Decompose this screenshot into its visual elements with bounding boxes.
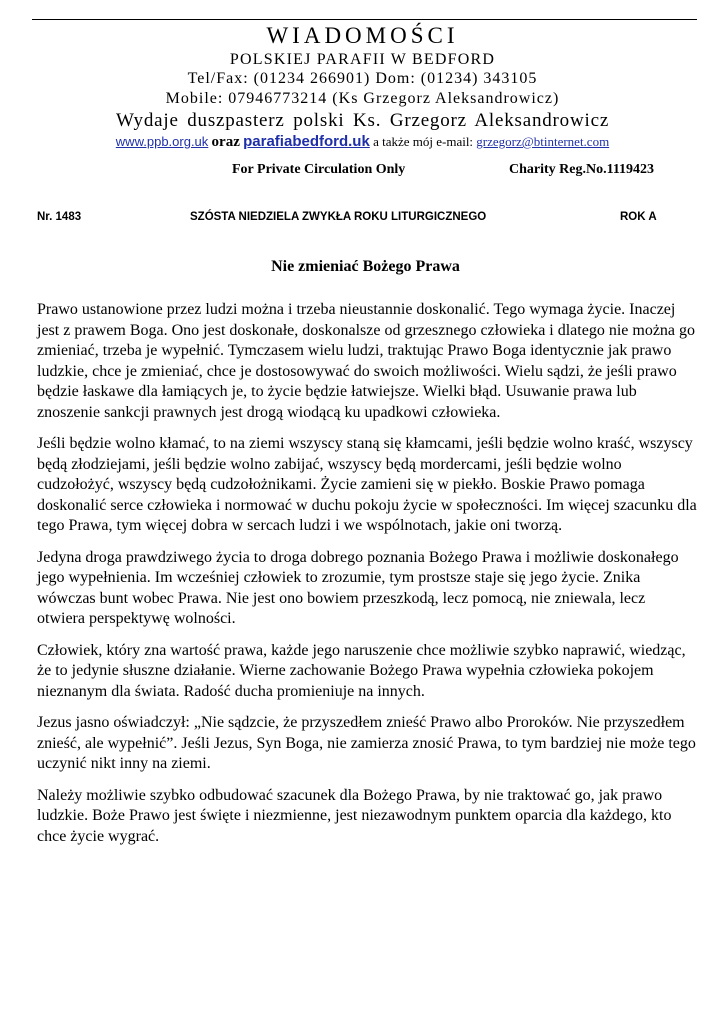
article-paragraph: Należy możliwie szybko odbudować szacunek dla Bożego Prawa, by nie traktować go, jak prawo ludzkie. Boże Prawo jest święte i niezmienne, jest niezawodnym punktem oparcia dla każdego, kto chce życie wygrać. [37, 786, 672, 845]
email-prefix: a także mój e-mail: [373, 134, 474, 149]
article-paragraph: Prawo ustanowione przez ludzi można i trzeba nieustannie doskonalić. Tego wymaga życie. Inaczej jest z prawem Boga. Ono jest doskonałe, doskonalsze od grzesznego człowieka i dlatego nie można go zmieniać, trzeba je wypełnić. Tymczasem wielu ludzi, traktując Prawo Boga identycznie jak prawo ludzkie, chce je zmieniać, chce je dostosowywać do swoich możliwości. Wielu sądzi, że jeśli prawo będzie łaskawe dla łamiących je, to życie będzie łatwiejsze. Wielki błąd. Usuwanie prawa lub znoszenie sankcji prawnych jest drogą wiodącą ku upadkowi człowieka. [37, 301, 696, 421]
parish-name: POLSKIEJ PARAFII W BEDFORD [229, 51, 496, 68]
article-paragraph: Jeśli będzie wolno kłamać, to na ziemi wszyscy staną się kłamcami, jeśli będzie wolno kraść, wszyscy będą złodziejami, jeśli będzie wolno zabijać, wszyscy będą mordercami, jeśli będzie wolno cudzołożyć, wszyscy będą cudzołożnikami. Życie zamieni się w piekło. Boskie Prawo pomaga doskonalić serce człowieka i normować w duchu pokoju życie w społeczności. Im więcej szacunku dla tego Prawa, tym więcej dobra w sercach ludzi i we wspólnotach, jakie oni tworzą. [37, 435, 697, 534]
article-body [37, 300, 697, 858]
oraz-text: oraz [211, 134, 240, 150]
publisher-line: Wydaje duszpasterz polski Ks. Grzegorz Aleksandrowicz [115, 110, 610, 131]
article-paragraph: Człowiek, który zna wartość prawa, każde jego naruszenie chce możliwie szybko naprawić, wiedząc, że to jedynie słuszne działanie. Wierne zachowanie Bożego Prawa wypełnia człowieka pokojem nieznanym dla świata. Radość ducha promieniuje na innych. [37, 641, 686, 700]
website-link-ppb[interactable]: www.ppb.org.uk [115, 134, 209, 149]
email-link[interactable]: grzegorz@btinternet.com [476, 134, 610, 149]
issue-number: Nr. 1483 [37, 211, 82, 223]
web-contact-line [0, 133, 725, 151]
circulation-note: For Private Circulation Only [232, 162, 406, 177]
article-title: Nie zmieniać Bożego Prawa [271, 258, 460, 275]
charity-number: Charity Reg.No.1119423 [509, 162, 655, 177]
website-link-parafia[interactable]: parafiabedford.uk [243, 133, 370, 150]
mobile-line: Mobile: 07946773214 (Ks Grzegorz Aleksandrowicz) [165, 90, 560, 107]
top-divider [32, 19, 697, 20]
newsletter-title: WIADOMOŚCI [266, 23, 459, 48]
masthead [0, 22, 725, 151]
article-paragraph: Jedyna droga prawdziwego życia to droga dobrego poznania Bożego Prawa i możliwie doskonałego jego wypełnienia. Im wcześniej człowiek to zrozumie, tym prostsze staje się jego życie. Znika wówczas bunt wobec Prawa. Nie jest ono bowiem przeszkodą, lecz pomocą, nie zniewala, lecz otwiera perspektywę wolności. [37, 548, 679, 627]
sunday-name: SZÓSTA NIEDZIELA ZWYKŁA ROKU LITURGICZNEGO [190, 211, 487, 223]
liturgical-year: ROK A [620, 211, 657, 223]
article-paragraph: Jezus jasno oświadczył: „Nie sądzcie, że przyszedłem znieść Prawo albo Proroków. Nie przyszedłem znieść, ale wypełnić”. Jeśli Jezus, Syn Boga, nie zamierza znosić Prawa, to tym bardziej nie może tego uczynić nikt inny na ziemi. [37, 714, 696, 772]
phone-line: Tel/Fax: (01234 266901) Dom: (01234) 343105 [187, 70, 538, 87]
